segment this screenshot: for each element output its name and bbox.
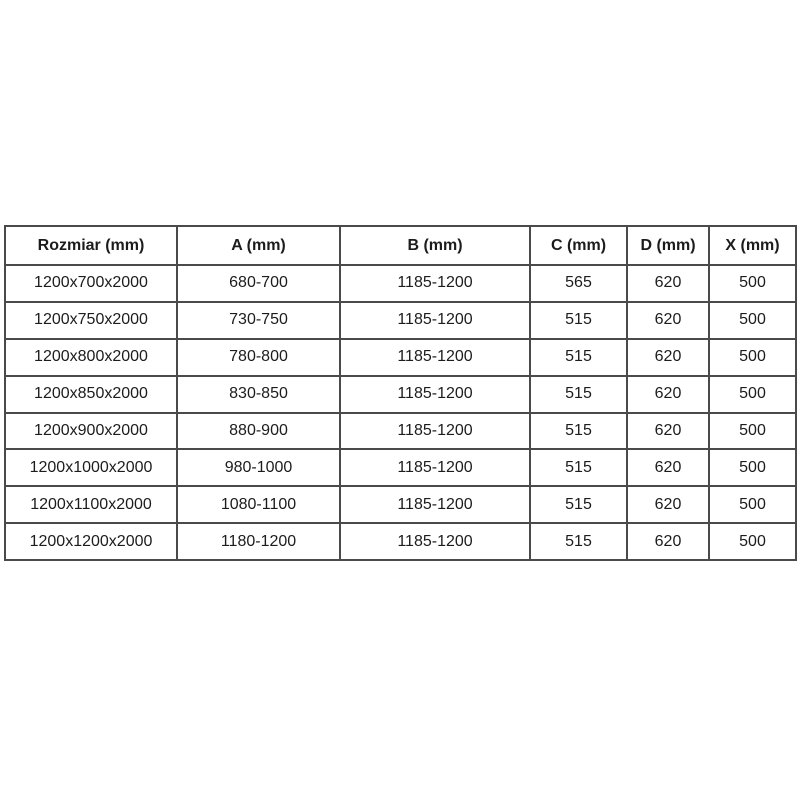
- column-header-rozmiar: Rozmiar (mm): [5, 226, 177, 265]
- table-row: [5, 339, 796, 376]
- table-cell: 780-800: [177, 339, 340, 376]
- table-cell: 515: [530, 449, 627, 486]
- table-cell: 1200x1100x2000: [5, 486, 177, 523]
- table-cell: 1185-1200: [340, 449, 530, 486]
- table-cell: 1180-1200: [177, 523, 340, 560]
- table-row: [5, 449, 796, 486]
- table-cell: 680-700: [177, 265, 340, 302]
- table-cell: 620: [627, 265, 709, 302]
- table-cell: 500: [709, 523, 796, 560]
- table-cell: 565: [530, 265, 627, 302]
- table-cell: 1200x750x2000: [5, 302, 177, 339]
- table-cell: 620: [627, 376, 709, 413]
- table-cell: 500: [709, 449, 796, 486]
- table-cell: 1185-1200: [340, 265, 530, 302]
- table-cell: 500: [709, 302, 796, 339]
- column-header-b: B (mm): [340, 226, 530, 265]
- table-cell: 500: [709, 339, 796, 376]
- table-cell: 1185-1200: [340, 339, 530, 376]
- table-cell: 515: [530, 376, 627, 413]
- table-cell: 515: [530, 523, 627, 560]
- table-row: [5, 265, 796, 302]
- table-cell: 500: [709, 265, 796, 302]
- table-cell: 1200x1000x2000: [5, 449, 177, 486]
- table-cell: 620: [627, 523, 709, 560]
- table-cell: 980-1000: [177, 449, 340, 486]
- table-row: [5, 486, 796, 523]
- table-cell: 500: [709, 486, 796, 523]
- column-header-x: X (mm): [709, 226, 796, 265]
- table-row: [5, 413, 796, 450]
- table-cell: 620: [627, 413, 709, 450]
- table-cell: 1185-1200: [340, 302, 530, 339]
- table-header-row: [5, 226, 796, 265]
- table-cell: 515: [530, 302, 627, 339]
- table-cell: 515: [530, 486, 627, 523]
- table-cell: 500: [709, 376, 796, 413]
- table-cell: 1200x1200x2000: [5, 523, 177, 560]
- table-cell: 620: [627, 302, 709, 339]
- table-cell: 500: [709, 413, 796, 450]
- table-cell: 880-900: [177, 413, 340, 450]
- table-cell: 730-750: [177, 302, 340, 339]
- table-body: [5, 265, 796, 560]
- table-row: [5, 302, 796, 339]
- table-cell: 1200x900x2000: [5, 413, 177, 450]
- column-header-d: D (mm): [627, 226, 709, 265]
- table-cell: 620: [627, 486, 709, 523]
- table-cell: 1200x850x2000: [5, 376, 177, 413]
- table-cell: 620: [627, 339, 709, 376]
- column-header-a: A (mm): [177, 226, 340, 265]
- table-cell: 1185-1200: [340, 523, 530, 560]
- table-cell: 830-850: [177, 376, 340, 413]
- table-cell: 1185-1200: [340, 376, 530, 413]
- table-cell: 515: [530, 339, 627, 376]
- table-cell: 1200x700x2000: [5, 265, 177, 302]
- column-header-c: C (mm): [530, 226, 627, 265]
- table-cell: 1185-1200: [340, 413, 530, 450]
- table-cell: 620: [627, 449, 709, 486]
- table-row: [5, 376, 796, 413]
- table-cell: 1185-1200: [340, 486, 530, 523]
- size-specification-table: [4, 225, 797, 561]
- table-cell: 1080-1100: [177, 486, 340, 523]
- table-cell: 1200x800x2000: [5, 339, 177, 376]
- table-row: [5, 523, 796, 560]
- table-cell: 515: [530, 413, 627, 450]
